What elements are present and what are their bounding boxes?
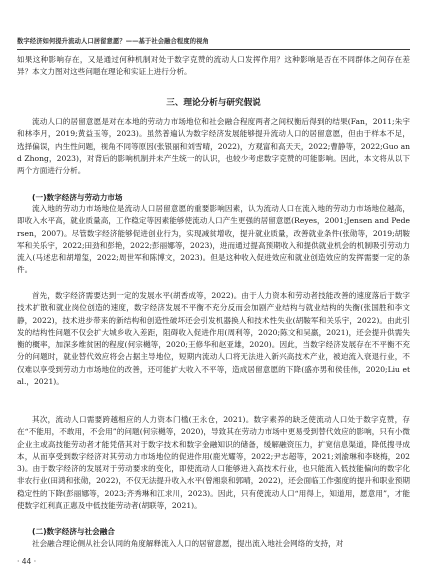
paragraph-human-capital: 其次，流动人口需要跨越相应的人力资本门槛(王永仓，2021)。数字素养的缺乏使流动人口处于数字克赞，存在“不能用，不敢用，不会用”的问题(何宗樾等，2020)，导致其在劳动力市场中更易受到替代效应的影响，只有小微企业主或高技能劳动者才能凭借其对于数字技术和数字金融知识的储备，缓解融资压力，扩宽信息渠道，降低搜寻成本，从而享受到数字经济对其劳动力市场地位的促进作用(鹿光耀等，2022;尹志超等，2021;刘渝琳和李晓梅，2023)。由于数字经济的发展对于劳动要求的变化，即使流动人口能够进入高技术行业，也只能流入低技能偏向的数字化非农行业(田鸿和张勋，2022)，不仅无法提升收入水平(曾湘泉和郭晴，2022)，还会面临工作强度的提升和职业预期稳定性的下降(彭丽娜等，2023;齐秀琳和江求川，2023)。因此，只有使流动人口“用得上，知道用，愿意用”，才能使数字红利真正惠及中低技能劳动者(胡联等，2021)。 bbox=[17, 415, 410, 511]
page-number: · 44 · bbox=[17, 557, 37, 566]
intro-paragraph: 如果这种影响存在，又是通过何种机制对处于数字克赞的流动人口发挥作用？这种影响是否在不同群体之间存在差异？本文力图对这些问题在理论和实证上进行分析。 bbox=[17, 55, 410, 77]
paragraph-development-level: 首先，数字经济需要达到一定的发展水平(胡香成等，2022)。由于人力资本和劳动者技能改善的速度落后于数字技术扩散和就业岗位创造的速度，数字经济发展不平衡不充分反而会加剧产业结构与就业结构的失衡(张国胜和李文静，2022)，技术进步带来的新结构和创造性破坏还会引发机器换人和技术性失业(胡鞍军和关乐宇，2022)。由此引发的结构性问题不仅会扩大城乡收入差距，阻碍收入促进作用(周利等，2020;陈文和吴嬴，2021)，还会提升供需失衡的概率，加深多维贫困的程度(何宗樾等，2020;王修华和赵亚雄，2020)。因此，当数字经济发展存在不平衡不充分的问题时，就业替代效应将会占据主导地位，短期内流动人口将无法进入新兴高技术产业，被迫流入衰退行业，不仅难以享受到劳动力市场地位的改善，还可能扩大收入不平等，造成居留意愿的下降(盛亦男和侯佳伟，2020;Liu et al.，2021)。 bbox=[17, 291, 410, 387]
running-header bbox=[17, 36, 410, 50]
section-title: 三、理论分析与研究假说 bbox=[166, 98, 261, 108]
subhead-labor-market: (一)数字经济与劳动力市场 bbox=[32, 193, 123, 202]
subhead-social-integration: (二)数字经济与社会融合 bbox=[32, 527, 115, 536]
section-intro-paragraph: 流动人口的居留意愿是对在本地的劳动力市场地位和社会融合程度两者之间权衡后得到的结果(Fan，2011;朱宇和林李月，2019;黄益玉等，2023)。虽然普遍认为数字经济发展能够提升流动人口的居留意愿，但由于样本不足，选择偏误，内生性问题，视角不同等原因(张银丽和刘雪晴，2022)，方观富和高天天，2022;曹静等，2022;Guo and Zhong，2023)，对背后的影响机制并未产生统一的认识，也较少考虑数字克赞的可能影响。因此，本文将从以下两个方面进行分析。 bbox=[17, 117, 410, 176]
running-title: 数字经济如何提升流动人口居留意愿？——基于社会融合程度的视角 bbox=[17, 38, 209, 45]
paragraph-labor-market: 流入地的劳动力市场地位是流动人口居留意愿的重要影响因素，认为流动人口在流入地的劳动力市场地位越高，即收入水平高，就业质量高，工作稳定等因素能够使流动人口产生更强的居留意愿(Reyes，2001;Jensen and Pedersen，2007)。尽管数字经济能够促进创业行为，实现减贫增收，提升就业质量，改善就业条件(张勋等，2019;胡鞍军和关乐宇，2022;田劲和彭艳，2022;彭丽娜等，2023)，进而通过提高预期收入和提供就业机会的机制吸引劳动力流入(马述忠和胡增玺，2022;周世军和陈博文，2023)。但是这种收入促进效应和就业创造效应的发挥需要一定的条件。 bbox=[17, 204, 410, 275]
paragraph-social-integration: 社会融合理论侧从社会认同的角度解释流入人口的居留意愿，提出流入地社会网络的支持，对 bbox=[32, 539, 344, 548]
